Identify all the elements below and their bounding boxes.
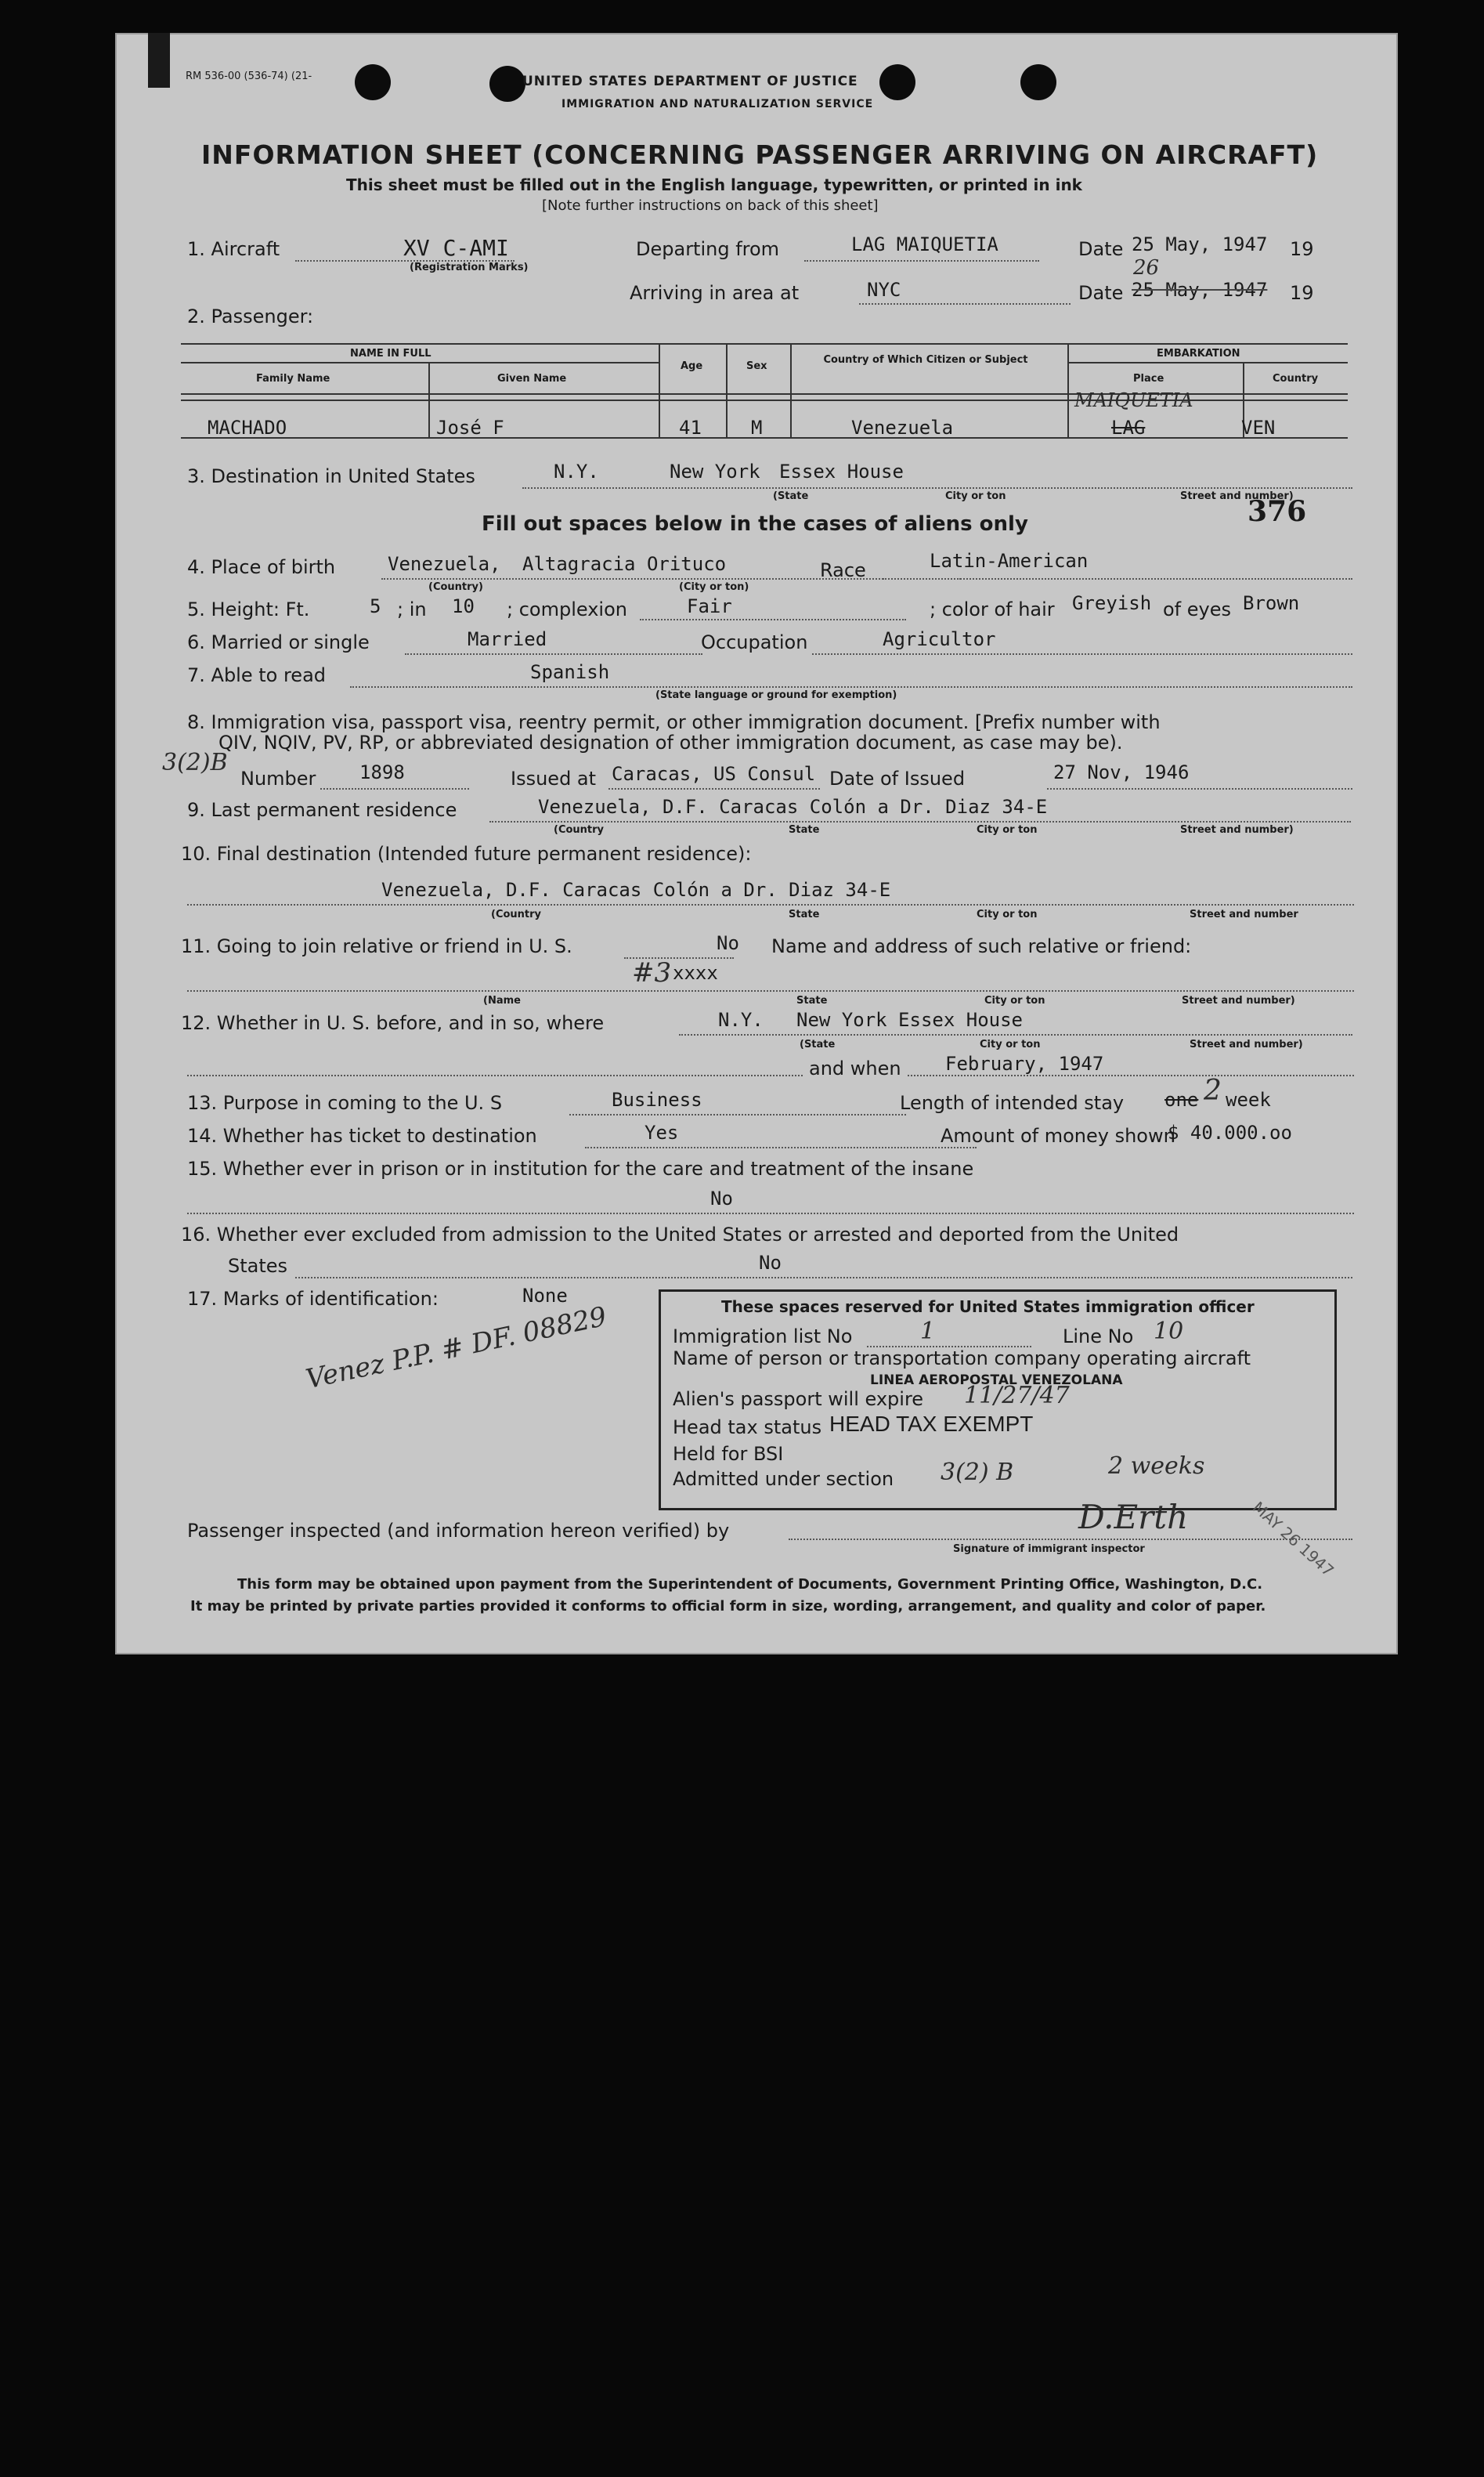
head-tax-value: HEAD TAX EXEMPT — [829, 1412, 1034, 1436]
departing-dots — [804, 260, 1039, 262]
ticket-value: Yes — [645, 1122, 679, 1144]
line-number-value: 10 — [1154, 1318, 1184, 1345]
residence-value: Venezuela, D.F. Caracas Colón a Dr. Diaz 34-E — [538, 796, 1048, 818]
hair-label: ; color of hair — [930, 598, 1055, 620]
line-number-label: Line No — [1063, 1325, 1134, 1347]
previous-place: New York Essex House — [796, 1009, 1023, 1031]
destination-caption-street: Street and number) — [1180, 490, 1294, 502]
destination-label: 3. Destination in United States — [187, 465, 475, 487]
excluded-label-line1: 16. Whether ever excluded from admission to the United States or arrested and deported from the United — [181, 1224, 1179, 1246]
registration-caption: (Registration Marks) — [410, 262, 529, 273]
destination-dots — [522, 487, 1352, 489]
hair-value: Greyish — [1072, 592, 1152, 614]
aircraft-registration: XV C-AMI — [403, 235, 509, 261]
name-in-full-header: NAME IN FULL — [350, 348, 431, 360]
departing-date: 25 May, 1947 — [1132, 233, 1268, 255]
arriving-year-suffix: 19 — [1290, 282, 1314, 304]
stay-unit: week — [1226, 1089, 1271, 1111]
race-label: Race — [820, 559, 866, 581]
race-dots — [883, 578, 1352, 580]
embark-place-handwritten: MAIQUETIA — [1074, 389, 1193, 411]
passenger-citizenship: Venezuela — [851, 417, 954, 439]
destination-state: N.Y. — [554, 461, 599, 483]
admission-date-stamp: MAY 26 1947 — [1248, 1498, 1338, 1581]
money-label: Amount of money shown — [941, 1125, 1175, 1147]
birth-country: Venezuela, — [388, 553, 501, 575]
document-number: 1898 — [359, 761, 405, 783]
departing-from: LAG MAIQUETIA — [851, 233, 998, 255]
joining-caption-state: State — [796, 995, 828, 1007]
race-value: Latin-American — [930, 550, 1089, 572]
document-label-line1: 8. Immigration visa, passport visa, reentry permit, or other immigration document. [Prefix number with — [187, 711, 1161, 733]
aircraft-label: 1. Aircraft — [187, 238, 280, 260]
complexion-label: ; complexion — [507, 598, 627, 620]
inspection-dots — [789, 1539, 1352, 1540]
inspection-caption: Signature of immigrant inspector — [953, 1543, 1145, 1555]
operator-label: Name of person or transportation company operating aircraft — [673, 1347, 1251, 1369]
birth-caption-city: (City or ton) — [679, 581, 749, 593]
marital-label: 6. Married or single — [187, 631, 370, 653]
admitted-section-value: 3(2) B — [941, 1459, 1014, 1486]
embark-place-typed: LAG — [1111, 417, 1146, 439]
sex-header: Sex — [746, 360, 767, 372]
reading-dots — [350, 686, 1352, 688]
occupation-label: Occupation — [701, 631, 808, 653]
operator-value: LINEA AEROPOSTAL VENEZOLANA — [870, 1372, 1123, 1388]
residence-caption-street: Street and number) — [1180, 824, 1294, 836]
occupation-value: Agricultor — [883, 628, 996, 650]
inspection-label: Passenger inspected (and information hereon verified) by — [187, 1520, 730, 1542]
final-dest-caption-street: Street and number — [1190, 909, 1298, 920]
residence-caption-country: (Country — [554, 824, 605, 836]
previous-when-label: and when — [804, 1058, 906, 1079]
destination-caption-state: (State — [773, 490, 809, 502]
joining-caption-street: Street and number) — [1182, 995, 1295, 1007]
birth-caption-country: (Country) — [428, 581, 483, 593]
excluded-label-line2: States — [228, 1255, 288, 1277]
document-number-label: Number — [240, 768, 316, 790]
punch-hole-right — [1020, 64, 1056, 100]
embark-subheader-rule — [1067, 362, 1348, 363]
prison-label: 15. Whether ever in prison or in institution for the care and treatment of the insane — [187, 1158, 974, 1180]
marks-hand-note: Venez P.P. # DF. 08829 — [303, 1300, 610, 1396]
form-code: RM 536-00 (536-74) (21- — [186, 71, 312, 82]
given-name-header: Given Name — [497, 373, 567, 385]
table-bottom-rule — [181, 437, 1348, 439]
final-dest-dots — [187, 904, 1354, 906]
prison-dots — [187, 1213, 1354, 1214]
held-for-bsi-label: Held for BSI — [673, 1443, 784, 1465]
height-inch-label: ; in — [397, 598, 427, 620]
occupation-dots — [812, 653, 1352, 655]
issue-date-value: 27 Nov, 1946 — [1053, 761, 1190, 783]
departing-label: Departing from — [636, 238, 780, 260]
punch-hole-mid-right — [879, 64, 915, 100]
purpose-dots — [569, 1114, 906, 1116]
stay-struck: one — [1164, 1089, 1199, 1111]
stay-handwritten: 2 — [1204, 1075, 1222, 1107]
footer-line-2: It may be printed by private parties provided it conforms to official form in size, wording, arrangement, and quality and color of paper. — [190, 1598, 1266, 1615]
name-subheader-rule — [181, 362, 659, 363]
immigration-list-label: Immigration list No — [673, 1325, 853, 1347]
joining-caption-name: (Name — [483, 995, 521, 1007]
head-tax-label: Head tax status — [673, 1416, 822, 1438]
joining-hand-note: #3 — [632, 957, 672, 989]
immigration-list-value: 1 — [920, 1318, 936, 1345]
embark-country-header: Country — [1273, 373, 1319, 385]
residence-caption-city: City or ton — [977, 824, 1038, 836]
height-label: 5. Height: Ft. — [187, 598, 310, 620]
reading-value: Spanish — [530, 661, 610, 683]
aliens-only-heading: Fill out spaces below in the cases of aliens only — [482, 512, 1028, 536]
col-divider-2 — [659, 343, 660, 437]
reading-label: 7. Able to read — [187, 664, 327, 686]
final-dest-caption-state: State — [789, 909, 820, 920]
eyes-value: Brown — [1243, 592, 1300, 614]
passport-expire-label: Alien's passport will expire — [673, 1388, 924, 1410]
reading-caption: (State language or ground for exemption) — [655, 689, 897, 701]
officer-box-title: These spaces reserved for United States immigration officer — [721, 1297, 1255, 1316]
dark-corner-mark — [148, 33, 170, 88]
marks-value: None — [522, 1285, 568, 1307]
arriving-dots — [859, 303, 1071, 305]
ticket-dots — [585, 1147, 977, 1148]
previous-caption-street: Street and number) — [1190, 1039, 1303, 1050]
document-margin-note: 3(2)B — [162, 749, 228, 776]
previous-label: 12. Whether in U. S. before, and in so, where — [181, 1012, 605, 1034]
table-top-rule — [181, 343, 1348, 345]
joining-value: No — [717, 932, 739, 954]
passenger-sex: M — [751, 417, 763, 439]
embarkation-header: EMBARKATION — [1157, 348, 1240, 360]
marks-label: 17. Marks of identification: — [187, 1288, 439, 1310]
ticket-label: 14. Whether has ticket to destination — [187, 1125, 537, 1147]
age-header: Age — [681, 360, 703, 372]
department-name: UNITED STATES DEPARTMENT OF JUSTICE — [522, 74, 858, 89]
previous-dots — [679, 1034, 1352, 1036]
date-correction-note: 26 — [1133, 256, 1160, 280]
family-name-header: Family Name — [256, 373, 330, 385]
col-divider-4 — [790, 343, 792, 437]
document-sheet — [115, 33, 1398, 1654]
col-divider-3 — [726, 343, 728, 437]
document-number-dots — [320, 788, 469, 790]
col-divider-1 — [428, 362, 430, 437]
service-name: IMMIGRATION AND NATURALIZATION SERVICE — [561, 98, 874, 110]
document-label-line2: QIV, NQIV, PV, RP, or abbreviated designation of other immigration document, as case may be). — [218, 732, 1123, 754]
joining-caption-city: City or ton — [984, 995, 1045, 1007]
arriving-label: Arriving in area at — [630, 282, 800, 304]
prison-value: No — [710, 1188, 733, 1210]
departing-year-suffix: 19 — [1290, 238, 1314, 260]
purpose-value: Business — [612, 1089, 702, 1111]
joining-label: 11. Going to join relative or friend in U. S. — [181, 935, 572, 957]
issued-at-value: Caracas, US Consul — [612, 763, 816, 785]
residence-label: 9. Last permanent residence — [187, 799, 457, 821]
previous-caption-city: City or ton — [980, 1039, 1041, 1050]
excluded-value: No — [759, 1252, 782, 1274]
issue-date-label: Date of Issued — [829, 768, 966, 790]
excluded-dots — [295, 1277, 1352, 1278]
joining-name-label: Name and address of such relative or friend: — [771, 935, 1192, 957]
final-dest-caption-country: (Country — [491, 909, 542, 920]
destination-city: New York — [670, 461, 760, 483]
instruction-line-1: This sheet must be filled out in the English language, typewritten, or printed in ink — [346, 175, 1082, 194]
destination-caption-city: City or ton — [945, 490, 1006, 502]
passenger-given-name: José F — [436, 417, 504, 439]
marital-dots — [405, 653, 702, 655]
col-divider-5 — [1067, 343, 1069, 437]
joining-typed: xxxx — [673, 962, 718, 984]
stamp-number: 376 — [1247, 495, 1307, 528]
issue-date-dots — [1047, 788, 1352, 790]
passenger-age: 41 — [679, 417, 702, 439]
arriving-date: 25 May, 1947 — [1132, 279, 1268, 301]
complexion-dots — [640, 619, 906, 620]
destination-street: Essex House — [779, 461, 904, 483]
arriving-at: NYC — [867, 279, 901, 301]
money-value: $ 40.000.oo — [1168, 1122, 1292, 1144]
residence-dots — [489, 821, 1351, 823]
residence-caption-state: State — [789, 824, 820, 836]
birth-label: 4. Place of birth — [187, 556, 336, 578]
embark-country: VEN — [1241, 417, 1276, 439]
passenger-family-name: MACHADO — [208, 417, 287, 439]
eyes-label: of eyes — [1163, 598, 1231, 620]
punch-hole-left — [355, 64, 391, 100]
footer-line-1: This form may be obtained upon payment from the Superintendent of Documents, Government Printing Office, Washington, D.C. — [237, 1576, 1263, 1593]
admitted-section-label: Admitted under section — [673, 1468, 894, 1490]
punch-hole-center — [489, 66, 525, 102]
passenger-label: 2. Passenger: — [187, 306, 314, 327]
birth-dots — [381, 578, 961, 580]
page-title: INFORMATION SHEET (CONCERNING PASSENGER ARRIVING ON AIRCRAFT) — [201, 139, 1319, 170]
height-feet: 5 — [370, 595, 381, 617]
height-inches: 10 — [452, 595, 475, 617]
inspection-signature: D.Erth — [1078, 1498, 1189, 1536]
joining-name-dots — [187, 990, 1354, 992]
complexion-value: Fair — [687, 595, 732, 617]
embark-place-header: Place — [1133, 373, 1164, 385]
final-dest-label: 10. Final destination (Intended future permanent residence): — [181, 843, 752, 865]
final-dest-caption-city: City or ton — [977, 909, 1038, 920]
purpose-label: 13. Purpose in coming to the U. S — [187, 1092, 503, 1114]
final-dest-value: Venezuela, D.F. Caracas Colón a Dr. Diaz 34-E — [381, 879, 891, 901]
citizen-header: Country of Which Citizen or Subject — [823, 354, 1028, 366]
admitted-section-duration: 2 weeks — [1108, 1452, 1205, 1480]
marital-value: Married — [468, 628, 547, 650]
instruction-line-2: [Note further instructions on back of this sheet] — [542, 197, 879, 214]
previous-when-dots — [187, 1075, 1354, 1076]
previous-when-value: February, 1947 — [941, 1053, 1108, 1075]
previous-caption-state: (State — [800, 1039, 836, 1050]
passport-expire-value: 11/27/47 — [964, 1382, 1070, 1409]
issued-at-label: Issued at — [511, 768, 597, 790]
arriving-date-label: Date — [1078, 282, 1124, 304]
birth-city: Altagracia Orituco — [522, 553, 727, 575]
previous-state: N.Y. — [718, 1009, 764, 1031]
departing-date-label: Date — [1078, 238, 1124, 260]
stay-label: Length of intended stay — [900, 1092, 1125, 1114]
issued-at-dots — [608, 788, 820, 790]
